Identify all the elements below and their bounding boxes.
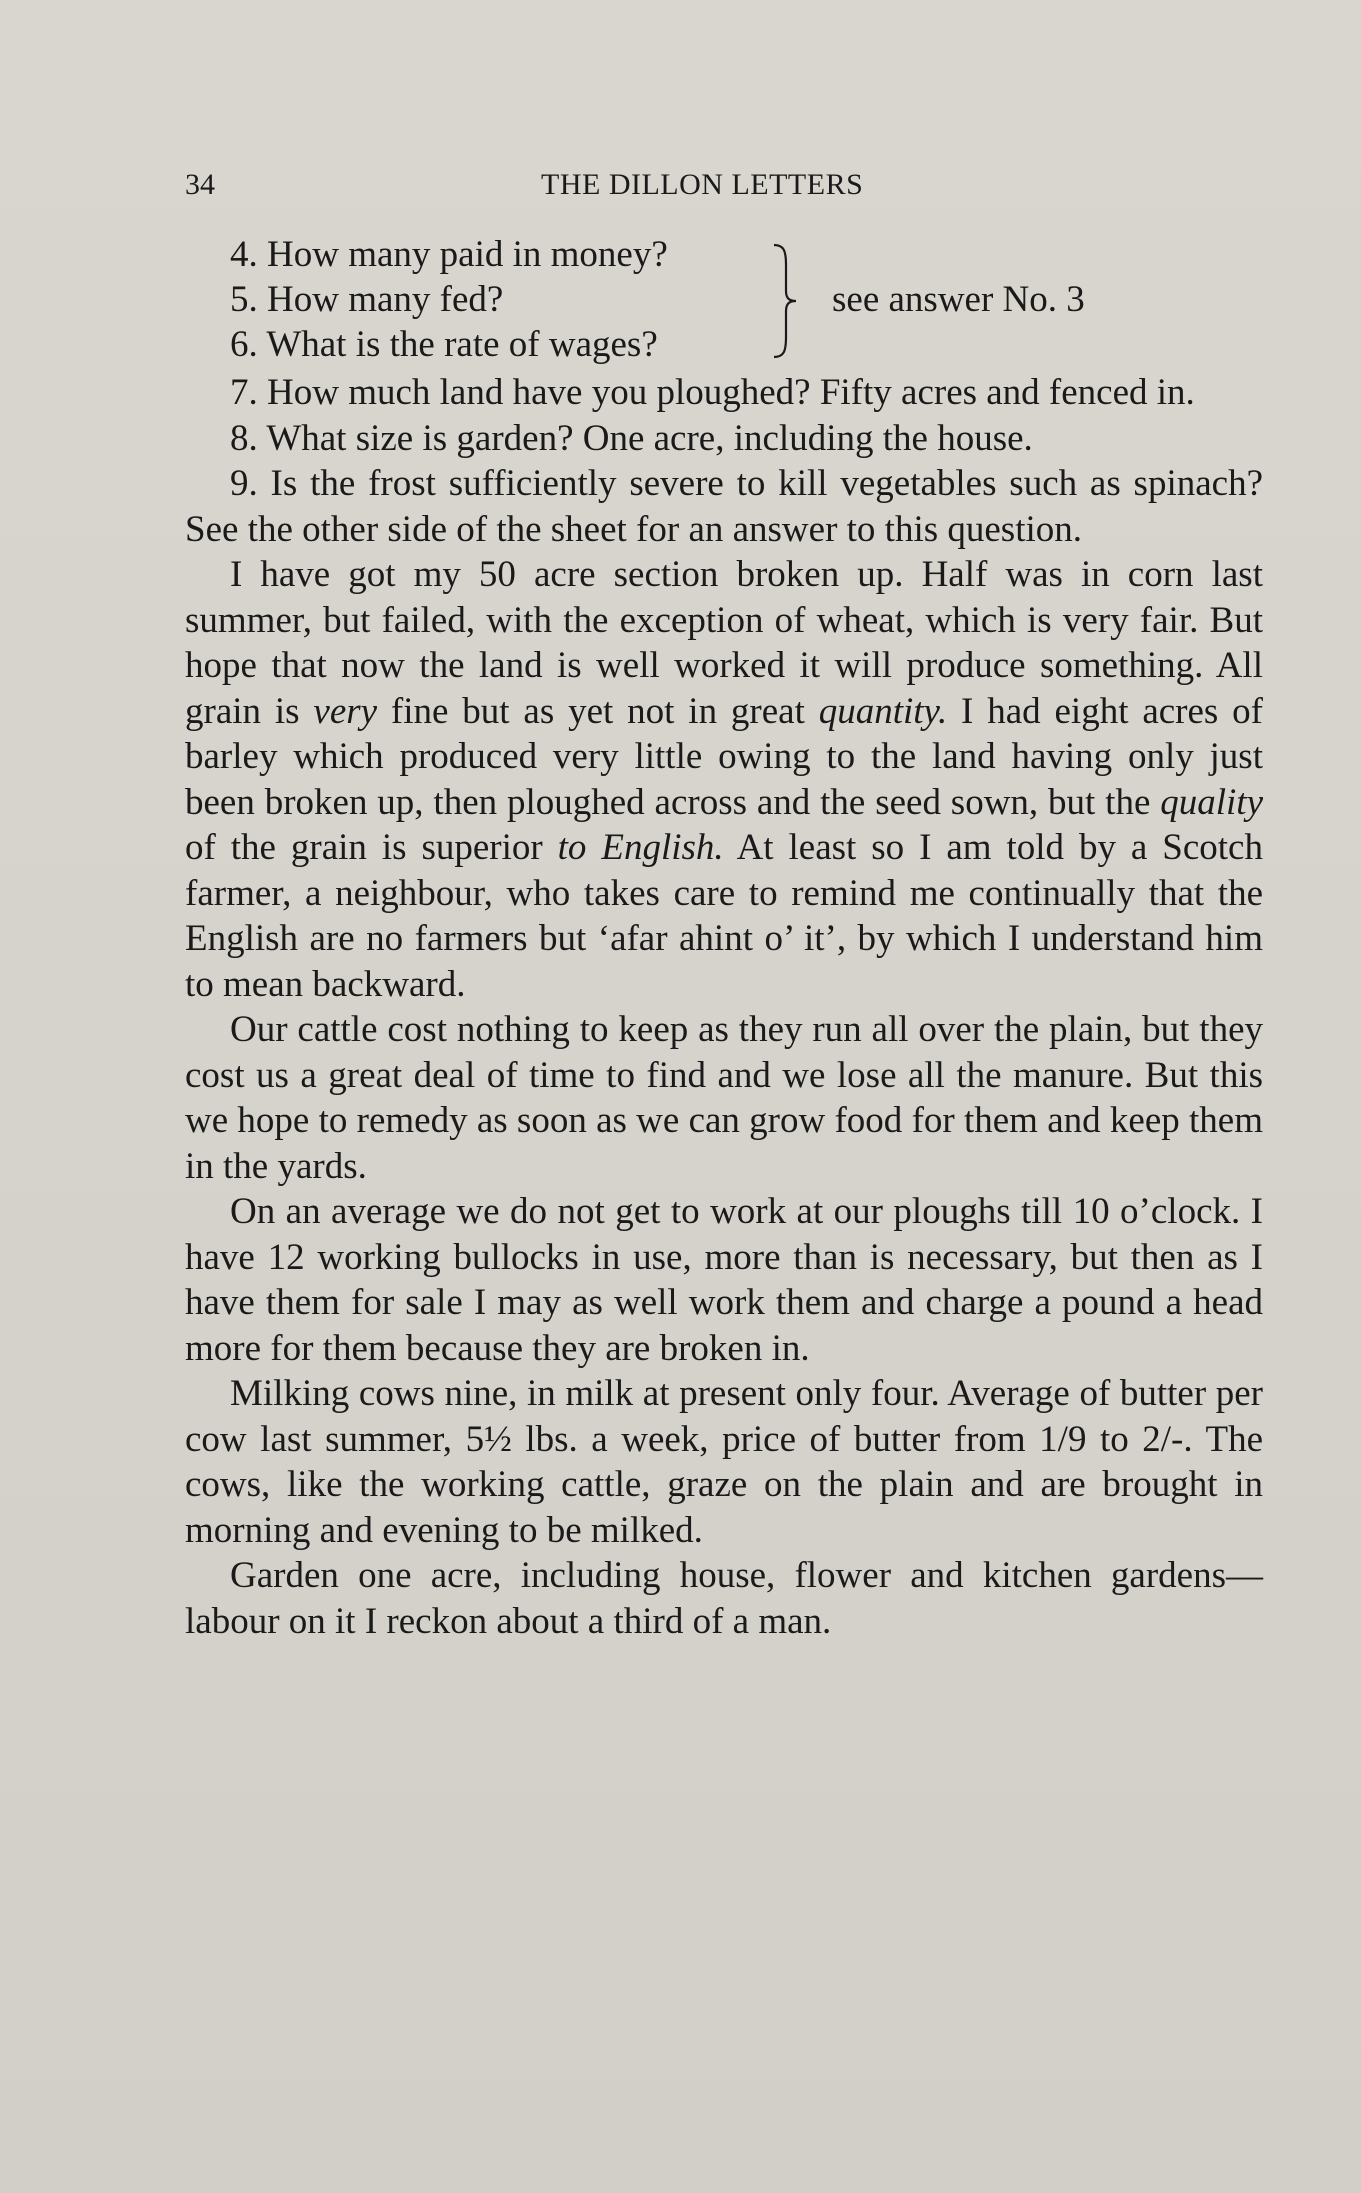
milking-paragraph: Milking cows nine, in milk at present only four. Average of butter per cow last summer, 5½ lbs. a week, price of butter from 1/9 to 2/-. The cows, like the working cattle, graze on the plain and are brought in morning and evening to be milked. [185, 1373, 1263, 1551]
text-span: I had eight acres of barley which produced very little owing to the land having only just been broken up, then ploughed across and the seed sown, but the [185, 690, 1263, 823]
text-span: of the grain is superior [185, 827, 558, 868]
text-span: fine but as yet not in great [377, 690, 819, 732]
cattle-paragraph: Our cattle cost nothing to keep as they run all over the plain, but they cost us a great deal of time to find and we lose all the manure. But this we hope to remedy as soon as we can grow food for them and keep them in the yards. [185, 1009, 1263, 1187]
emphasis-to-english: to English. [557, 827, 724, 868]
question-8-paragraph: 8. What size is garden? One acre, including the house. [230, 417, 1033, 459]
question-4: 4. How many paid in money? [230, 234, 668, 275]
emphasis-very: very [313, 690, 378, 732]
garden-paragraph: Garden one acre, including house, flower and kitchen gardens—labour on it I reckon about a third of a man. [185, 1555, 1263, 1642]
running-head [185, 168, 1263, 208]
right-brace-icon [770, 241, 800, 361]
question-5: 5. How many fed? [230, 279, 504, 320]
question-9-paragraph: 9. Is the frost sufficiently severe to kill vegetables such as spinach? See the other side of the sheet for an answer to this question. [185, 463, 1263, 550]
text-span: I have got my 50 acre section broken up. Half was in corn last summer, but failed, with the exception of wheat, which is very fair. But hope that now the land is well worked it will produce something. All grain is [185, 554, 1263, 732]
emphasis-quantity: quantity. [818, 690, 948, 732]
section-paragraph [185, 552, 1263, 1007]
question-6: 6. What is the rate of wages? [230, 324, 658, 365]
page-number: 34 [185, 168, 215, 201]
ploughs-paragraph: On an average we do not get to work at our ploughs till 10 o’clock. I have 12 working bullocks in use, more than is necessary, but then as I have them for sale I may as well work them and charge a pound a head more for them because they are broken in. [185, 1191, 1263, 1369]
emphasis-quality: quality [1160, 781, 1263, 823]
question-7-paragraph: 7. How much land have you ploughed? Fifty acres and fenced in. [230, 372, 1195, 413]
see-answer-note: see answer No. 3 [832, 279, 1085, 320]
body-text [185, 370, 1263, 1644]
questions-block [185, 233, 1263, 373]
text-span: At least so I am told by a Scotch farmer, a neighbour, who takes care to remind me continually that the English are no farmers but ‘afar ahint o’ it’, by which I understand him to mean backward. [185, 827, 1263, 1005]
running-title: THE DILLON LETTERS [541, 168, 864, 201]
